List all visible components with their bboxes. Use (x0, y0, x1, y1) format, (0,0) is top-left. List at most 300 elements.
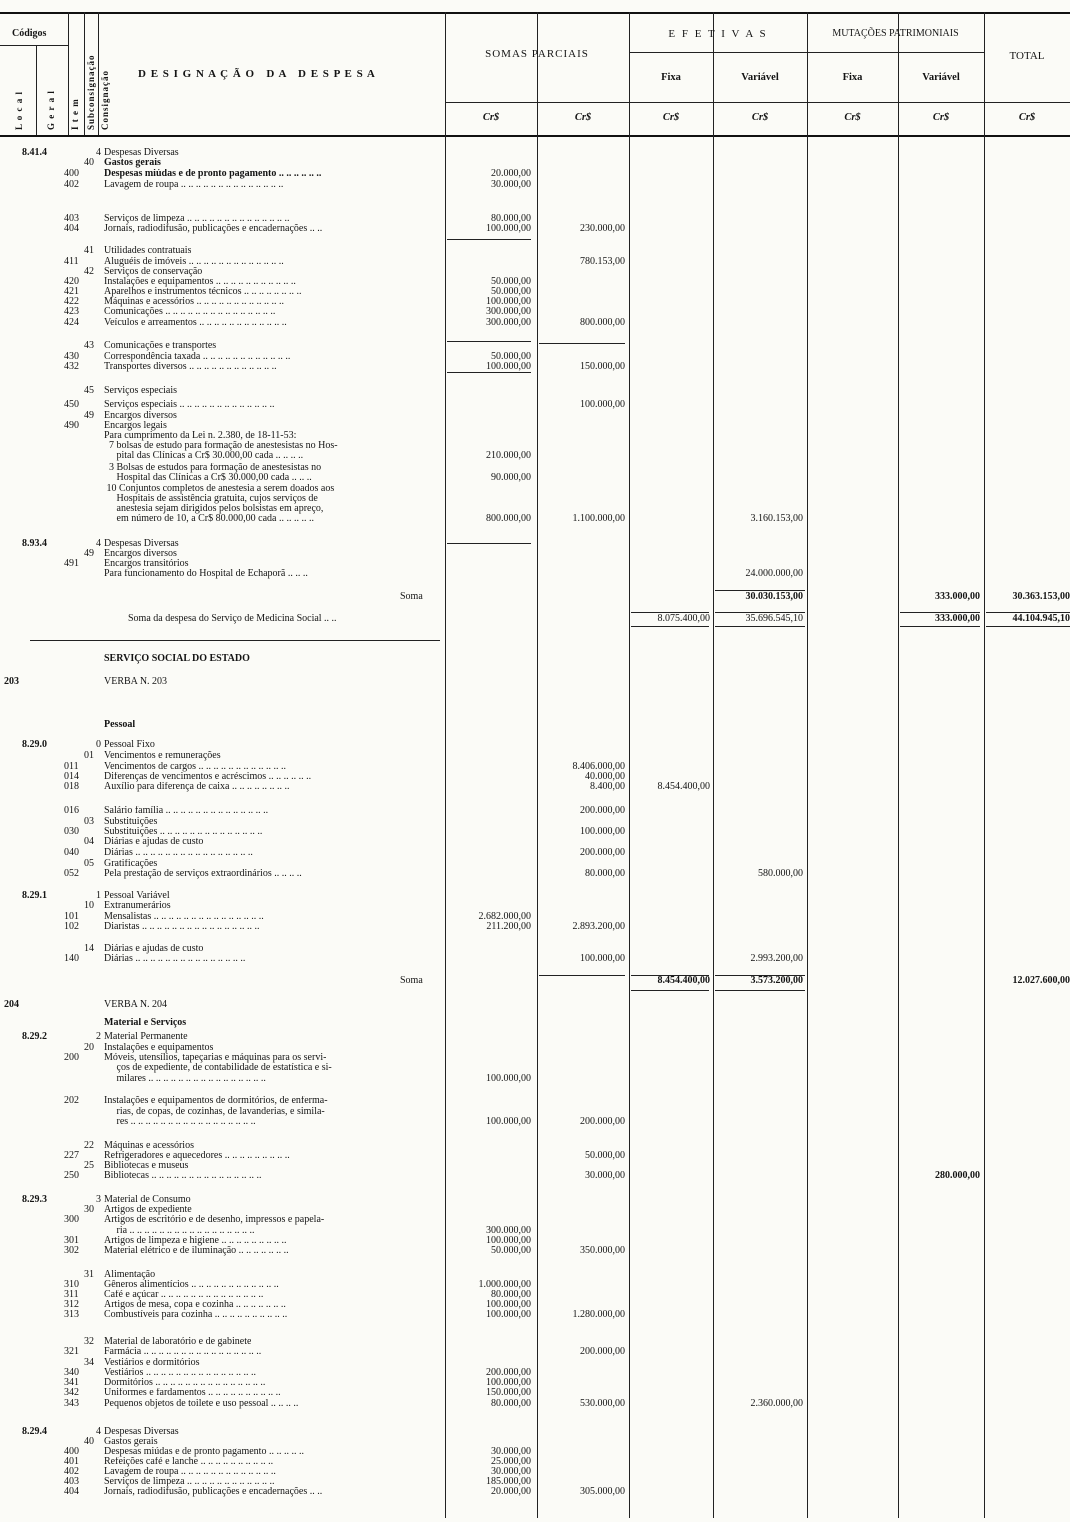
amount-sp1: 100.000,00 (486, 1073, 531, 1084)
subtotal-rule (447, 543, 531, 544)
subconsignacao-header: Subconsignação (86, 54, 96, 130)
row-local-code: 8.93.4 (22, 538, 47, 549)
amount-mut-var: 333.000,00 (935, 613, 980, 624)
amount-sp1: 2.682.000,00 (478, 911, 531, 922)
row-code: 49 (84, 410, 94, 421)
amount-sp1: 80.000,00 (491, 1398, 531, 1409)
row-description: ços de expediente, de contabilidade de estatística e si- (104, 1063, 332, 1073)
row-code: 2 (96, 1031, 101, 1042)
currency-header: Cr$ (1018, 112, 1036, 123)
row-description: Serviços especiais (104, 386, 178, 396)
currency-header: Cr$ (751, 112, 769, 123)
row-description: VERBA N. 204 (104, 1000, 168, 1010)
designacao-header: D E S I G N A Ç Ã O D A D E S P E S A (138, 68, 376, 80)
row-description: Artigos de expediente (104, 1205, 192, 1215)
row-code: 42 (84, 266, 94, 277)
row-description: Pela prestação de serviços extraordinários .. .. .. .. (104, 869, 302, 879)
amount-sp2: 8.406.000,00 (572, 761, 625, 772)
row-description: Artigos de escritório e de desenho, impressos e papela- (104, 1215, 325, 1225)
amount-sp2: 50.000,00 (585, 1150, 625, 1161)
amount-sp1: 800.000,00 (486, 513, 531, 524)
subtotal-rule (539, 343, 625, 344)
row-description: Gastos gerais (104, 158, 161, 168)
amount-sp2: 200.000,00 (580, 805, 625, 816)
subtotal-rule (715, 626, 805, 627)
currency-header: Cr$ (662, 112, 680, 123)
amount-sp2: 30.000,00 (585, 1170, 625, 1181)
amount-sp1: 30.000,00 (491, 1446, 531, 1457)
subtotal-rule (986, 612, 1070, 613)
subtotal-rule (986, 626, 1070, 627)
col-divider (68, 12, 69, 135)
row-code: 03 (84, 816, 94, 827)
row-description: Alimentação (104, 1270, 156, 1280)
row-description: milares .. .. .. .. .. .. .. .. .. .. .. .. .. .. .. .. (104, 1074, 266, 1084)
row-code: 20 (84, 1042, 94, 1053)
amount-ef-fixa: 8.075.400,00 (657, 613, 710, 624)
row-description: Jornais, radiodifusão, publicações e encadernações .. .. (104, 1487, 323, 1497)
top-rule (0, 12, 1070, 14)
row-description: Para cumprimento da Lei n. 2.380, de 18-11-53: (104, 431, 297, 441)
amount-sp2: 200.000,00 (580, 1346, 625, 1357)
row-description: Transportes diversos .. .. .. .. .. .. .. .. .. .. .. .. (104, 362, 277, 372)
subtotal-rule (631, 990, 709, 991)
row-code: 10 (84, 900, 94, 911)
row-code: 102 (64, 921, 79, 932)
amount-sp1: 30.000,00 (491, 1466, 531, 1477)
row-description: Soma da despesa do Serviço de Medicina Social .. .. (128, 614, 337, 624)
subtotal-rule (539, 975, 625, 976)
row-code: 200 (64, 1052, 79, 1063)
row-local-code: 8.29.3 (22, 1194, 47, 1205)
amount-sp1: 100.000,00 (486, 1377, 531, 1388)
col-divider (713, 12, 714, 1518)
row-description: Pessoal (104, 720, 136, 730)
row-description: Material de Consumo (104, 1195, 191, 1205)
row-code: 312 (64, 1299, 79, 1310)
row-description: Serviços de limpeza .. .. .. .. .. .. .. .. .. .. .. .. .. .. (104, 214, 290, 224)
row-description: Comunicações .. .. .. .. .. .. .. .. .. .. .. .. .. .. .. (104, 307, 276, 317)
row-description: Despesas miúdas e de pronto pagamento .. .. .. .. .. .. (104, 169, 322, 179)
amount-sp1: 30.000,00 (491, 179, 531, 190)
row-description: Para funcionamento do Hospital de Echaporã .. .. .. (104, 569, 308, 579)
subtotal-rule (631, 975, 709, 976)
amount-sp2: 100.000,00 (580, 953, 625, 964)
row-code: 01 (84, 750, 94, 761)
row-local-code: 204 (4, 999, 19, 1010)
row-description: Serviços de conservação (104, 267, 203, 277)
row-description: Encargos legais (104, 421, 167, 431)
row-code: 30 (84, 1204, 94, 1215)
amount-sp1: 100.000,00 (486, 223, 531, 234)
row-code: 018 (64, 781, 79, 792)
row-description: rias, de copas, de cozinhas, de lavanderias, e simila- (104, 1107, 325, 1117)
amount-sp1: 1.000.000,00 (478, 1279, 531, 1290)
row-code: 49 (84, 548, 94, 559)
row-code: 310 (64, 1279, 79, 1290)
row-code: 403 (64, 213, 79, 224)
amount-ef-fixa: 8.454.400,00 (657, 781, 710, 792)
row-code: 34 (84, 1357, 94, 1368)
row-code: 016 (64, 805, 79, 816)
amount-ef-var: 30.030.153,00 (745, 591, 803, 602)
row-description: Instalações e equipamentos (104, 1043, 214, 1053)
amount-sp2: 780.153,00 (580, 256, 625, 267)
row-description: Salário família .. .. .. .. .. .. .. .. .. .. .. .. .. .. (104, 806, 269, 816)
amount-sp1: 20.000,00 (491, 168, 531, 179)
row-description: Material de laboratório e de gabinete (104, 1337, 252, 1347)
subtotal-rule (715, 612, 805, 613)
row-code: 301 (64, 1235, 79, 1246)
amount-sp1: 100.000,00 (486, 1235, 531, 1246)
amount-sp2: 100.000,00 (580, 399, 625, 410)
row-code: 341 (64, 1377, 79, 1388)
row-description: 7 bolsas de estudo para formação de anestesistas no Hos- (104, 441, 338, 451)
row-description: Comunicações e transportes (104, 341, 217, 351)
row-description: Extranumerários (104, 901, 171, 911)
row-code: 490 (64, 420, 79, 431)
row-description: Aparelhos e instrumentos técnicos .. .. .. .. .. .. .. .. (104, 287, 302, 297)
row-description: Diárias e ajudas de custo (104, 944, 204, 954)
codigos-header: Códigos (12, 28, 47, 39)
row-code: 202 (64, 1095, 79, 1106)
amount-sp2: 530.000,00 (580, 1398, 625, 1409)
row-code: 040 (64, 847, 79, 858)
subtotal-rule (447, 239, 531, 240)
amount-ef-var: 580.000,00 (758, 868, 803, 879)
row-description: Encargos diversos (104, 549, 177, 559)
row-code: 41 (84, 245, 94, 256)
header-rule-codigos (0, 45, 68, 46)
col-divider (898, 12, 899, 1518)
row-code: 31 (84, 1269, 94, 1280)
row-code: 432 (64, 361, 79, 372)
amount-sp2: 40.000,00 (585, 771, 625, 782)
row-description: Material elétrico e de iluminação .. .. .. .. .. .. .. (104, 1246, 289, 1256)
amount-ef-var: 3.573.200,00 (750, 975, 803, 986)
amount-sp1: 80.000,00 (491, 1289, 531, 1300)
header-rule-bottom (0, 135, 1070, 137)
efetivas-variavel-header: Variável (741, 72, 779, 83)
subtotal-rule (447, 372, 531, 373)
row-description: Farmácia .. .. .. .. .. .. .. .. .. .. .. .. .. .. .. .. (104, 1347, 262, 1357)
row-description: 3 Bolsas de estudos para formação de anestesistas no (104, 463, 322, 473)
amount-sp1: 100.000,00 (486, 361, 531, 372)
row-code: 411 (64, 256, 79, 267)
col-divider (984, 12, 985, 1518)
row-description: Despesas Diversas (104, 1427, 179, 1437)
row-code: 101 (64, 911, 79, 922)
row-code: 030 (64, 826, 79, 837)
row-description: Diárias e ajudas de custo (104, 837, 204, 847)
local-header: L o c a l (14, 90, 24, 130)
amount-sp1: 80.000,00 (491, 213, 531, 224)
efetivas-header: E F E T I V A S (668, 28, 768, 40)
row-local-code: 8.29.4 (22, 1426, 47, 1437)
row-code: 014 (64, 771, 79, 782)
row-code: 4 (96, 538, 101, 549)
amount-sp1: 100.000,00 (486, 296, 531, 307)
subtotal-rule (715, 975, 805, 976)
row-description: Refeições café e lanche .. .. .. .. .. .. .. .. .. .. (104, 1457, 274, 1467)
row-description: Uniformes e fardamentos .. .. .. .. .. .. .. .. .. .. (104, 1388, 281, 1398)
amount-sp1: 90.000,00 (491, 472, 531, 483)
row-description: 10 Conjuntos completos de anestesia a serem doados aos (104, 484, 335, 494)
amount-sp1: 300.000,00 (486, 306, 531, 317)
row-description: Encargos diversos (104, 411, 177, 421)
row-description: Lavagem de roupa .. .. .. .. .. .. .. .. .. .. .. .. .. (104, 1467, 276, 1477)
amount-sp1: 100.000,00 (486, 1116, 531, 1127)
row-code: 424 (64, 317, 79, 328)
row-description: Vencimentos de cargos .. .. .. .. .. .. .. .. .. .. .. .. (104, 762, 287, 772)
row-description: Hospital das Clínicas a Cr$ 30.000,00 cada .. .. .. (104, 473, 312, 483)
row-description: Diaristas .. .. .. .. .. .. .. .. .. .. .. .. .. .. .. .. (104, 922, 260, 932)
row-local-code: 8.29.0 (22, 739, 47, 750)
row-description: Hospitais de assistência gratuita, cujos serviços de (104, 494, 318, 504)
row-description: Café e açúcar .. .. .. .. .. .. .. .. .. .. .. .. .. .. (104, 1290, 264, 1300)
row-local-code: 8.29.2 (22, 1031, 47, 1042)
row-code: 404 (64, 1486, 79, 1497)
row-code: 311 (64, 1289, 79, 1300)
row-description: Mensalistas .. .. .. .. .. .. .. .. .. .. .. .. .. .. .. (104, 912, 264, 922)
row-local-code: 203 (4, 676, 19, 687)
amount-mut-var: 280.000,00 (935, 1170, 980, 1181)
row-code: 140 (64, 953, 79, 964)
row-code: 300 (64, 1214, 79, 1225)
col-divider (98, 12, 99, 135)
amount-mut-var: 333.000,00 (935, 591, 980, 602)
row-description: res .. .. .. .. .. .. .. .. .. .. .. .. .. .. .. .. .. (104, 1117, 256, 1127)
row-description: Lavagem de roupa .. .. .. .. .. .. .. .. .. .. .. .. .. .. (104, 180, 284, 190)
row-description: Diárias .. .. .. .. .. .. .. .. .. .. .. .. .. .. .. (104, 954, 246, 964)
row-description: Utilidades contratuais (104, 246, 192, 256)
amount-sp1: 210.000,00 (486, 450, 531, 461)
header-rule-mid (445, 102, 1070, 103)
row-description: Material Permanente (104, 1032, 188, 1042)
amount-sp2: 80.000,00 (585, 868, 625, 879)
amount-sp2: 200.000,00 (580, 847, 625, 858)
row-code: 227 (64, 1150, 79, 1161)
row-description: Correspondência taxada .. .. .. .. .. .. .. .. .. .. .. .. (104, 352, 291, 362)
row-description: Despesas Diversas (104, 148, 179, 158)
currency-header: Cr$ (932, 112, 950, 123)
amount-sp1: 50.000,00 (491, 286, 531, 297)
amount-sp1: 200.000,00 (486, 1367, 531, 1378)
row-description: Serviços especiais .. .. .. .. .. .. .. .. .. .. .. .. .. (104, 400, 275, 410)
row-local-code: 8.29.1 (22, 890, 47, 901)
row-code: 1 (96, 890, 101, 901)
row-code: 40 (84, 157, 94, 168)
col-divider (629, 12, 630, 1518)
consignacao-header: Consignação (100, 69, 110, 130)
row-description: Móveis, utensílios, tapeçarias e máquinas para os servi- (104, 1053, 327, 1063)
amount-sp2: 150.000,00 (580, 361, 625, 372)
amount-sp1: 100.000,00 (486, 1299, 531, 1310)
row-code: 423 (64, 306, 79, 317)
col-divider (445, 12, 446, 1518)
section-separator (30, 640, 440, 641)
soma-label: Soma (400, 975, 423, 986)
row-description: Bibliotecas .. .. .. .. .. .. .. .. .. .. .. .. .. .. .. (104, 1171, 262, 1181)
row-description: Gêneros alimentícios .. .. .. .. .. .. .. .. .. .. .. .. (104, 1280, 279, 1290)
soma-label: Soma (400, 591, 423, 602)
row-description: Veículos e arreamentos .. .. .. .. .. .. .. .. .. .. .. .. (104, 318, 287, 328)
row-description: pital das Clínicas a Cr$ 30.000,00 cada .. .. .. .. (104, 451, 304, 461)
row-description: Substituições .. .. .. .. .. .. .. .. .. .. .. .. .. .. (104, 827, 263, 837)
row-code: 40 (84, 1436, 94, 1447)
row-description: Encargos transitórios (104, 559, 189, 569)
row-description: Artigos de limpeza e higiene .. .. .. .. .. .. .. .. .. (104, 1236, 287, 1246)
row-description: Bibliotecas e museus (104, 1161, 189, 1171)
amount-sp2: 230.000,00 (580, 223, 625, 234)
row-code: 25 (84, 1160, 94, 1171)
amount-sp1: 185.000,00 (486, 1476, 531, 1487)
row-code: 321 (64, 1346, 79, 1357)
row-code: 3 (96, 1194, 101, 1205)
row-description: Diárias .. .. .. .. .. .. .. .. .. .. .. .. .. .. .. .. (104, 848, 253, 858)
amount-ef-fixa: 8.454.400,00 (657, 975, 710, 986)
row-code: 4 (96, 147, 101, 158)
amount-sp1: 50.000,00 (491, 1245, 531, 1256)
row-code: 491 (64, 558, 79, 569)
amount-total: 12.027.600,00 (1012, 975, 1070, 986)
efetivas-fixa-header: Fixa (661, 72, 681, 83)
amount-ef-var: 3.160.153,00 (750, 513, 803, 524)
row-description: Artigos de mesa, copa e cozinha .. .. .. .. .. .. .. (104, 1300, 286, 1310)
amount-sp2: 2.893.200,00 (572, 921, 625, 932)
amount-ef-var: 2.360.000,00 (750, 1398, 803, 1409)
row-code: 4 (96, 1426, 101, 1437)
row-description: Aluguéis de imóveis .. .. .. .. .. .. .. .. .. .. .. .. .. (104, 257, 284, 267)
row-code: 401 (64, 1456, 79, 1467)
row-description: Substituições (104, 817, 158, 827)
row-code: 400 (64, 1446, 79, 1457)
amount-sp2: 200.000,00 (580, 1116, 625, 1127)
row-description: Máquinas e acessórios .. .. .. .. .. .. .. .. .. .. .. .. (104, 297, 284, 307)
subtotal-rule (715, 990, 805, 991)
subtotal-rule (447, 341, 531, 342)
row-code: 403 (64, 1476, 79, 1487)
row-code: 43 (84, 340, 94, 351)
row-code: 250 (64, 1170, 79, 1181)
row-description: Instalações e equipamentos de dormitórios, de enferma- (104, 1096, 328, 1106)
row-code: 450 (64, 399, 79, 410)
row-code: 400 (64, 168, 79, 179)
amount-sp2: 100.000,00 (580, 826, 625, 837)
row-description: Máquinas e acessórios (104, 1141, 194, 1151)
col-divider (84, 12, 85, 135)
row-description: Serviços de limpeza .. .. .. .. .. .. .. .. .. .. .. .. (104, 1477, 275, 1487)
amount-ef-var: 35.696.545,10 (745, 613, 803, 624)
subtotal-rule (900, 626, 980, 627)
row-description: VERBA N. 203 (104, 677, 168, 687)
amount-ef-var: 24.000.000,00 (745, 568, 803, 579)
amount-sp2: 8.400,00 (590, 781, 625, 792)
row-description: Material e Serviços (104, 1018, 187, 1028)
row-description: Gastos gerais (104, 1437, 158, 1447)
row-code: 340 (64, 1367, 79, 1378)
amount-sp1: 300.000,00 (486, 1225, 531, 1236)
amount-total: 30.363.153,00 (1012, 591, 1070, 602)
amount-sp2: 800.000,00 (580, 317, 625, 328)
amount-sp1: 25.000,00 (491, 1456, 531, 1467)
subtotal-rule (900, 612, 980, 613)
row-code: 302 (64, 1245, 79, 1256)
amount-ef-var: 2.993.200,00 (750, 953, 803, 964)
total-header: TOTAL (1009, 50, 1045, 62)
row-description: Pessoal Fixo (104, 740, 155, 750)
row-description: anestesia sejam dirigidos pelos bolsistas em apreço, (104, 504, 324, 514)
row-description: Auxílio para diferença de caixa .. .. .. .. .. .. .. .. (104, 782, 290, 792)
row-code: 421 (64, 286, 79, 297)
amount-sp2: 1.100.000,00 (572, 513, 625, 524)
item-header: I t e m (70, 98, 80, 130)
amount-sp1: 100.000,00 (486, 1309, 531, 1320)
row-description: Vencimentos e remunerações (104, 751, 221, 761)
col-divider (537, 12, 538, 1518)
row-description: Despesas miúdas e de pronto pagamento .. .. .. .. .. (104, 1447, 304, 1457)
row-description: Instalações e equipamentos .. .. .. .. .. .. .. .. .. .. .. (104, 277, 296, 287)
row-description: Combustíveis para cozinha .. .. .. .. .. .. .. .. .. .. (104, 1310, 288, 1320)
amount-sp1: 50.000,00 (491, 351, 531, 362)
row-description: ria .. .. .. .. .. .. .. .. .. .. .. .. .. .. .. .. .. (104, 1226, 255, 1236)
row-description: Pessoal Variável (104, 891, 170, 901)
row-code: 404 (64, 223, 79, 234)
row-description: Pequenos objetos de toilete e uso pessoal .. .. .. .. (104, 1399, 299, 1409)
row-description: Diferenças de vencimentos e acréscimos .. .. .. .. .. .. (104, 772, 312, 782)
subtotal-rule (715, 590, 805, 591)
currency-header: Cr$ (482, 112, 500, 123)
row-code: 05 (84, 858, 94, 869)
row-code: 22 (84, 1140, 94, 1151)
row-code: 430 (64, 351, 79, 362)
row-code: 052 (64, 868, 79, 879)
row-code: 420 (64, 276, 79, 287)
amount-sp1: 150.000,00 (486, 1387, 531, 1398)
row-code: 14 (84, 943, 94, 954)
row-description: Dormitórios .. .. .. .. .. .. .. .. .. .. .. .. .. .. .. (104, 1378, 266, 1388)
mutacoes-variavel-header: Variável (922, 72, 960, 83)
row-code: 402 (64, 1466, 79, 1477)
amount-sp1: 50.000,00 (491, 276, 531, 287)
col-divider (807, 12, 808, 1518)
amount-total: 44.104.945,10 (1012, 613, 1070, 624)
row-description: Vestiários e dormitórios (104, 1358, 200, 1368)
amount-sp2: 305.000,00 (580, 1486, 625, 1497)
row-code: 32 (84, 1336, 94, 1347)
row-description: em número de 10, a Cr$ 80.000,00 cada .. .. .. .. .. (104, 514, 314, 524)
row-description: Gratificações (104, 859, 158, 869)
row-code: 0 (96, 739, 101, 750)
row-description: Despesas Diversas (104, 539, 179, 549)
subtotal-rule (631, 612, 709, 613)
row-code: 313 (64, 1309, 79, 1320)
row-description: SERVIÇO SOCIAL DO ESTADO (104, 654, 250, 664)
amount-sp2: 1.280.000,00 (572, 1309, 625, 1320)
amount-sp1: 300.000,00 (486, 317, 531, 328)
mutacoes-header: MUTAÇÕES PATRIMONIAIS (832, 28, 959, 39)
amount-sp1: 20.000,00 (491, 1486, 531, 1497)
row-code: 04 (84, 836, 94, 847)
currency-header: Cr$ (844, 112, 861, 123)
col-divider (36, 45, 37, 135)
amount-sp2: 350.000,00 (580, 1245, 625, 1256)
row-code: 011 (64, 761, 79, 772)
row-description: Refrigeradores e aquecedores .. .. .. .. .. .. .. .. .. (104, 1151, 290, 1161)
geral-header: G e r a l (46, 90, 56, 130)
row-code: 343 (64, 1398, 79, 1409)
currency-header: Cr$ (574, 112, 592, 123)
